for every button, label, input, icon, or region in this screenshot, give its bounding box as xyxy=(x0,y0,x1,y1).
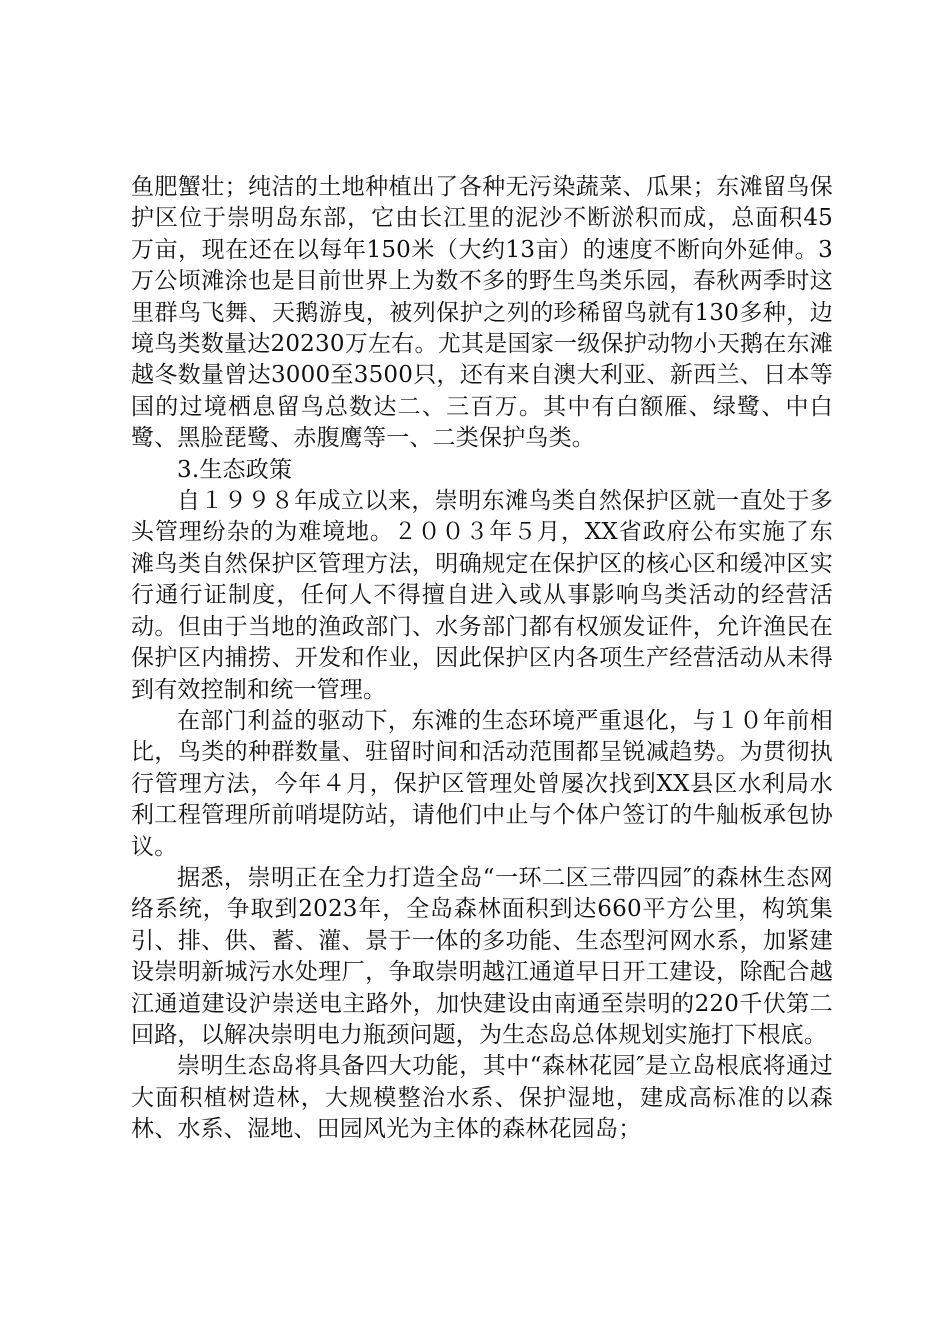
paragraph-forest-network: 据悉，崇明正在全力打造全岛“一环二区三带四园″的森林生态网络系统，争取到2023年，全岛森林面积到达660平方公里，构筑集引、排、供、蓄、灌、景于一体的多功能、生态型河网水系，加紧建设崇明新城污水处理厂，争取崇明越江通道早日开工建设，除配合越江通道建设沪崇送电主路外，加快建设由南通至崇明的220千伏第二回路，以解决崇明电力瓶颈问题，为生态岛总体规划实施打下根底。 xyxy=(131,864,833,1048)
section-heading-ecological-policy: 3.生态政策 xyxy=(177,456,293,483)
document-page xyxy=(131,172,833,1146)
paragraph-reserve-management: 自１９９８年成立以来，崇明东滩鸟类自然保护区就一直处于多头管理纷杂的为难境地。２００３年５月，XX省政府公布实施了东滩鸟类自然保护区管理方法，明确规定在保护区的核心区和缓冲区实行通行证制度，任何人不得擅自进入或从事影响鸟类活动的经营活动。但由于当地的渔政部门、水务部门都有权颁发证件，允许渔民在保护区内捕捞、开发和作业，因此保护区内各项生产经营活动从未得到有效控制和统一管理。 xyxy=(131,488,833,703)
paragraph-environment-degradation: 在部门利益的驱动下，东滩的生态环境严重退化，与１０年前相比，鸟类的种群数量、驻留时间和活动范围都呈锐减趋势。为贯彻执行管理方法，今年４月，保护区管理处曾屡次找到XX县区水利局水利工程管理所前哨堤防站，请他们中止与个体户签订的牛舢板承包协议。 xyxy=(131,707,833,860)
paragraph-eco-island-functions: 崇明生态岛将具备四大功能，其中“森林花园″是立岛根底将通过大面积植树造林，大规模整治水系、保护湿地，建成高标准的以森林、水系、湿地、田园风光为主体的森林花园岛； xyxy=(131,1053,833,1143)
paragraph-continuation: 鱼肥蟹壮；纯洁的土地种植出了各种无污染蔬菜、瓜果；东滩留鸟保护区位于崇明岛东部，它由长江里的泥沙不断淤积而成，总面积45万亩，现在还在以每年150米（大约13亩）的速度不断向外延伸。3万公顷滩涂也是目前世界上为数不多的野生鸟类乐园，春秋两季时这里群鸟飞舞、天鹅游曳，被列保护之列的珍稀留鸟就有130多种，边境鸟类数量达20230万左右。尤其是国家一级保护动物小天鹅在东滩越冬数量曾达3000至3500只，还有来自澳大利亚、新西兰、日本等国的过境栖息留鸟总数达二、三百万。其中有白额雁、绿鹭、中白鹭、黑脸琵鹭、赤腹鹰等一、二类保护鸟类。 xyxy=(131,174,833,452)
